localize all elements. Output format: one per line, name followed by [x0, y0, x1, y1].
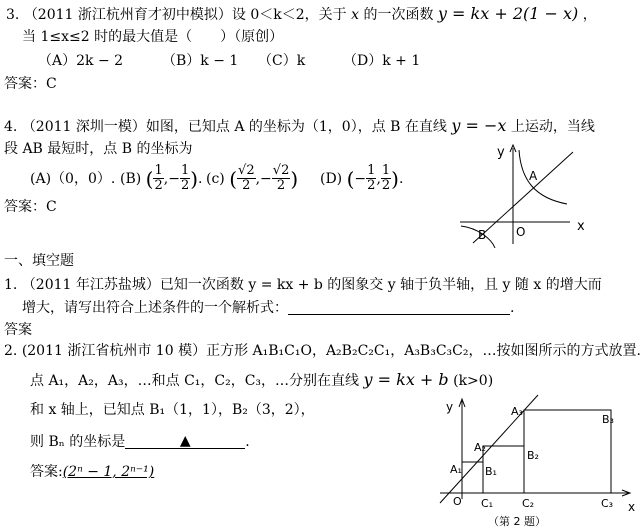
f2-label-c1: C₁ — [481, 497, 494, 510]
q4-label-x: x — [577, 219, 585, 234]
q4-option-c: (c) ( $\frac{√2}{2}$ ,− $\frac{√2}{2}$ ) — [206, 163, 299, 194]
q4-option-d: (D) (− $\frac{1}{2}$ , $\frac{1}{2}$ ). — [320, 163, 404, 194]
q3-option-b: （B）k − 1 — [162, 53, 239, 69]
q4-option-a: (A)（0，0）. — [30, 171, 116, 187]
f2-label-b2: B₂ — [527, 449, 539, 462]
q3-formula: y = kx + 2(1 − x) — [437, 4, 579, 23]
f2-label-c3: C₃ — [601, 497, 614, 510]
f2-blank — [125, 434, 245, 449]
q4-formula: y = −x — [451, 116, 507, 135]
q4-option-b: (B) ( $\frac{1}{2}$ ,− $\frac{1}{2}$ ). — [120, 163, 203, 194]
f2-label-b3: B₃ — [602, 413, 614, 426]
q4-label-o: O — [516, 225, 526, 239]
f1-blank — [288, 300, 510, 315]
q3-answer: 答案：C — [4, 76, 57, 92]
f2-caption: （第 2 题） — [488, 515, 546, 528]
f2-label-x: x — [628, 500, 636, 514]
f2-line4: 则 Bₙ 的坐标是 ▲ . — [30, 433, 250, 450]
f1-line2: 增大，请写出符合上述条件的一个解析式： . — [22, 300, 515, 316]
q4-curve-upper — [519, 150, 567, 204]
f1-line1: 1. （2011 年江苏盐城）已知一次函数 y = kx + b 的图象交 y 轴于负半轴，且 y 随 x 的增大而 — [4, 277, 602, 293]
f2-line — [440, 395, 538, 503]
f2-label-a2: A₂ — [474, 441, 486, 454]
q4-label-b: B — [478, 228, 487, 242]
q3-option-a: （A）2k − 2 — [38, 53, 124, 69]
q3-line1: 3. （2011 浙江杭州育才初中模拟）设 0＜k＜2，关于 x 的一次函数 y = kx + 2(1 − x) ， — [6, 4, 597, 23]
f2-figure — [438, 393, 638, 529]
f2-line3: 和 x 轴上，已知点 B₁（1，1），B₂（3，2）， — [30, 402, 315, 418]
q4-label-a: A — [529, 169, 538, 183]
q4-line2: 段 AB 最短时，点 B 的坐标为 — [4, 141, 193, 157]
f2-label-a1: A₁ — [450, 463, 462, 476]
q4-line1: 4. （2011 深圳一模）如图，已知点 A 的坐标为（1，0），点 B 在直线 y = −x 上运动，当线 — [4, 116, 595, 135]
f2-line2: 点 A₁，A₂，A₃，…和点 C₁，C₂，C₃，…分别在直线 y = kx + b (k>0) — [30, 370, 494, 389]
f2-line1: 2. (2011 浙江省杭州市 10 模）正方形 A₁B₁C₁O，A₂B₂C₂C₁，A₃B₃C₃C₂，…按如图所示的方式放置. — [4, 343, 641, 359]
f2-label-o: O — [453, 495, 462, 508]
section-heading: 一、填空题 — [4, 253, 74, 269]
f1-answer: 答案 — [4, 322, 32, 338]
q3-option-d: （D）k + 1 — [343, 53, 421, 69]
f2-answer: 答案:(2ⁿ − 1, 2ⁿ⁻¹) — [30, 464, 155, 480]
f2-label-b1: B₁ — [485, 465, 497, 478]
q4-answer: 答案：C — [4, 199, 57, 215]
q3-option-c: （C）k — [258, 53, 306, 69]
q4-label-y: y — [497, 145, 505, 160]
f2-triangle: ▲ — [179, 433, 191, 449]
f2-label-c2: C₂ — [522, 497, 535, 510]
q4-figure — [455, 140, 595, 250]
q3-line2: 当 1≤x≤2 时的最大值是（ ）（原创） — [22, 29, 284, 45]
f2-label-y: y — [446, 400, 454, 414]
f2-label-a3: A₃ — [511, 405, 523, 418]
